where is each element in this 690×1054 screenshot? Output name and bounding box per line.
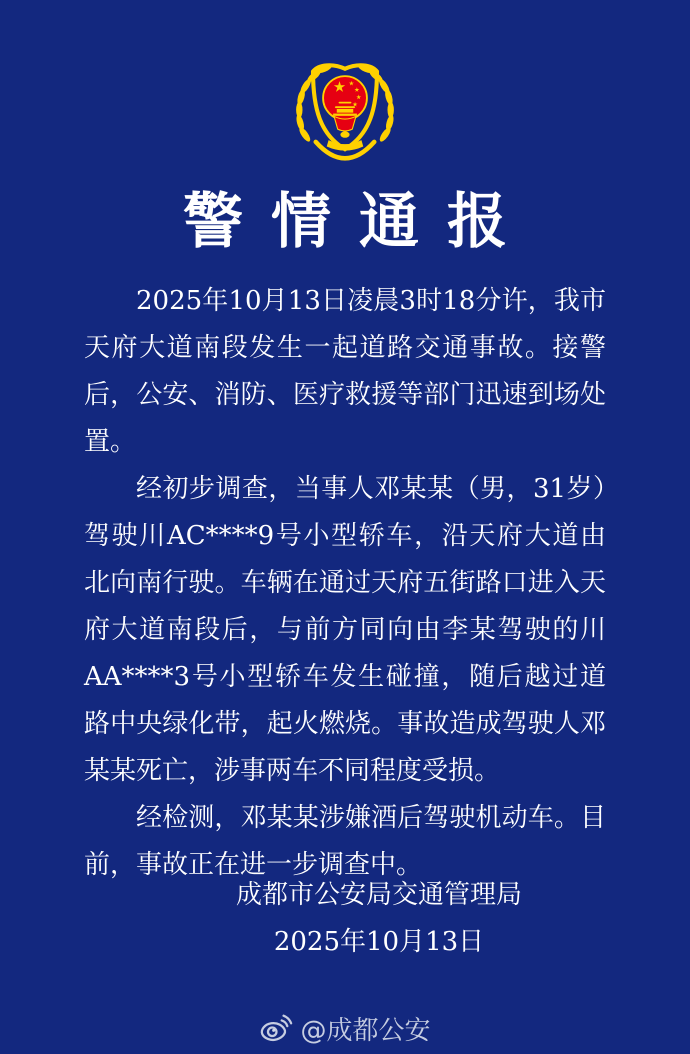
signature-block — [0, 872, 690, 966]
notice-title: 警情通报 — [183, 187, 535, 257]
issue-date: 2025年10月13日 — [273, 927, 485, 957]
weibo-icon — [259, 1013, 293, 1043]
notice-paragraph-3: 经检测，邓某某涉嫌酒后驾驶机动车。目前，事故正在进一步调查中。 — [84, 803, 606, 880]
notice-paragraph-2: 经初步调查，当事人邓某某（男，31岁）驾驶川AC****9号小型轿车，沿天府大道由北向南行驶。车辆在通过天府五街路口进入天府大道南段后，与前方同向由李某驾驶的川AA****3号小型轿车发生碰撞，随后越过道路中央绿化带，起火燃烧。事故造成驾驶人邓某某死亡，涉事两车不同程度受损。 — [84, 474, 606, 786]
issuing-authority: 成都市公安局交通管理局 — [235, 880, 522, 910]
notice-paragraph-1: 2025年10月13日凌晨3时18分许，我市天府大道南段发生一起道路交通事故。接警后，公安、消防、医疗救援等部门迅速到场处置。 — [84, 286, 606, 457]
police-badge-icon — [290, 56, 400, 162]
watermark — [0, 1008, 690, 1048]
watermark-handle: @成都公安 — [300, 1015, 431, 1046]
notice-body — [84, 278, 606, 889]
